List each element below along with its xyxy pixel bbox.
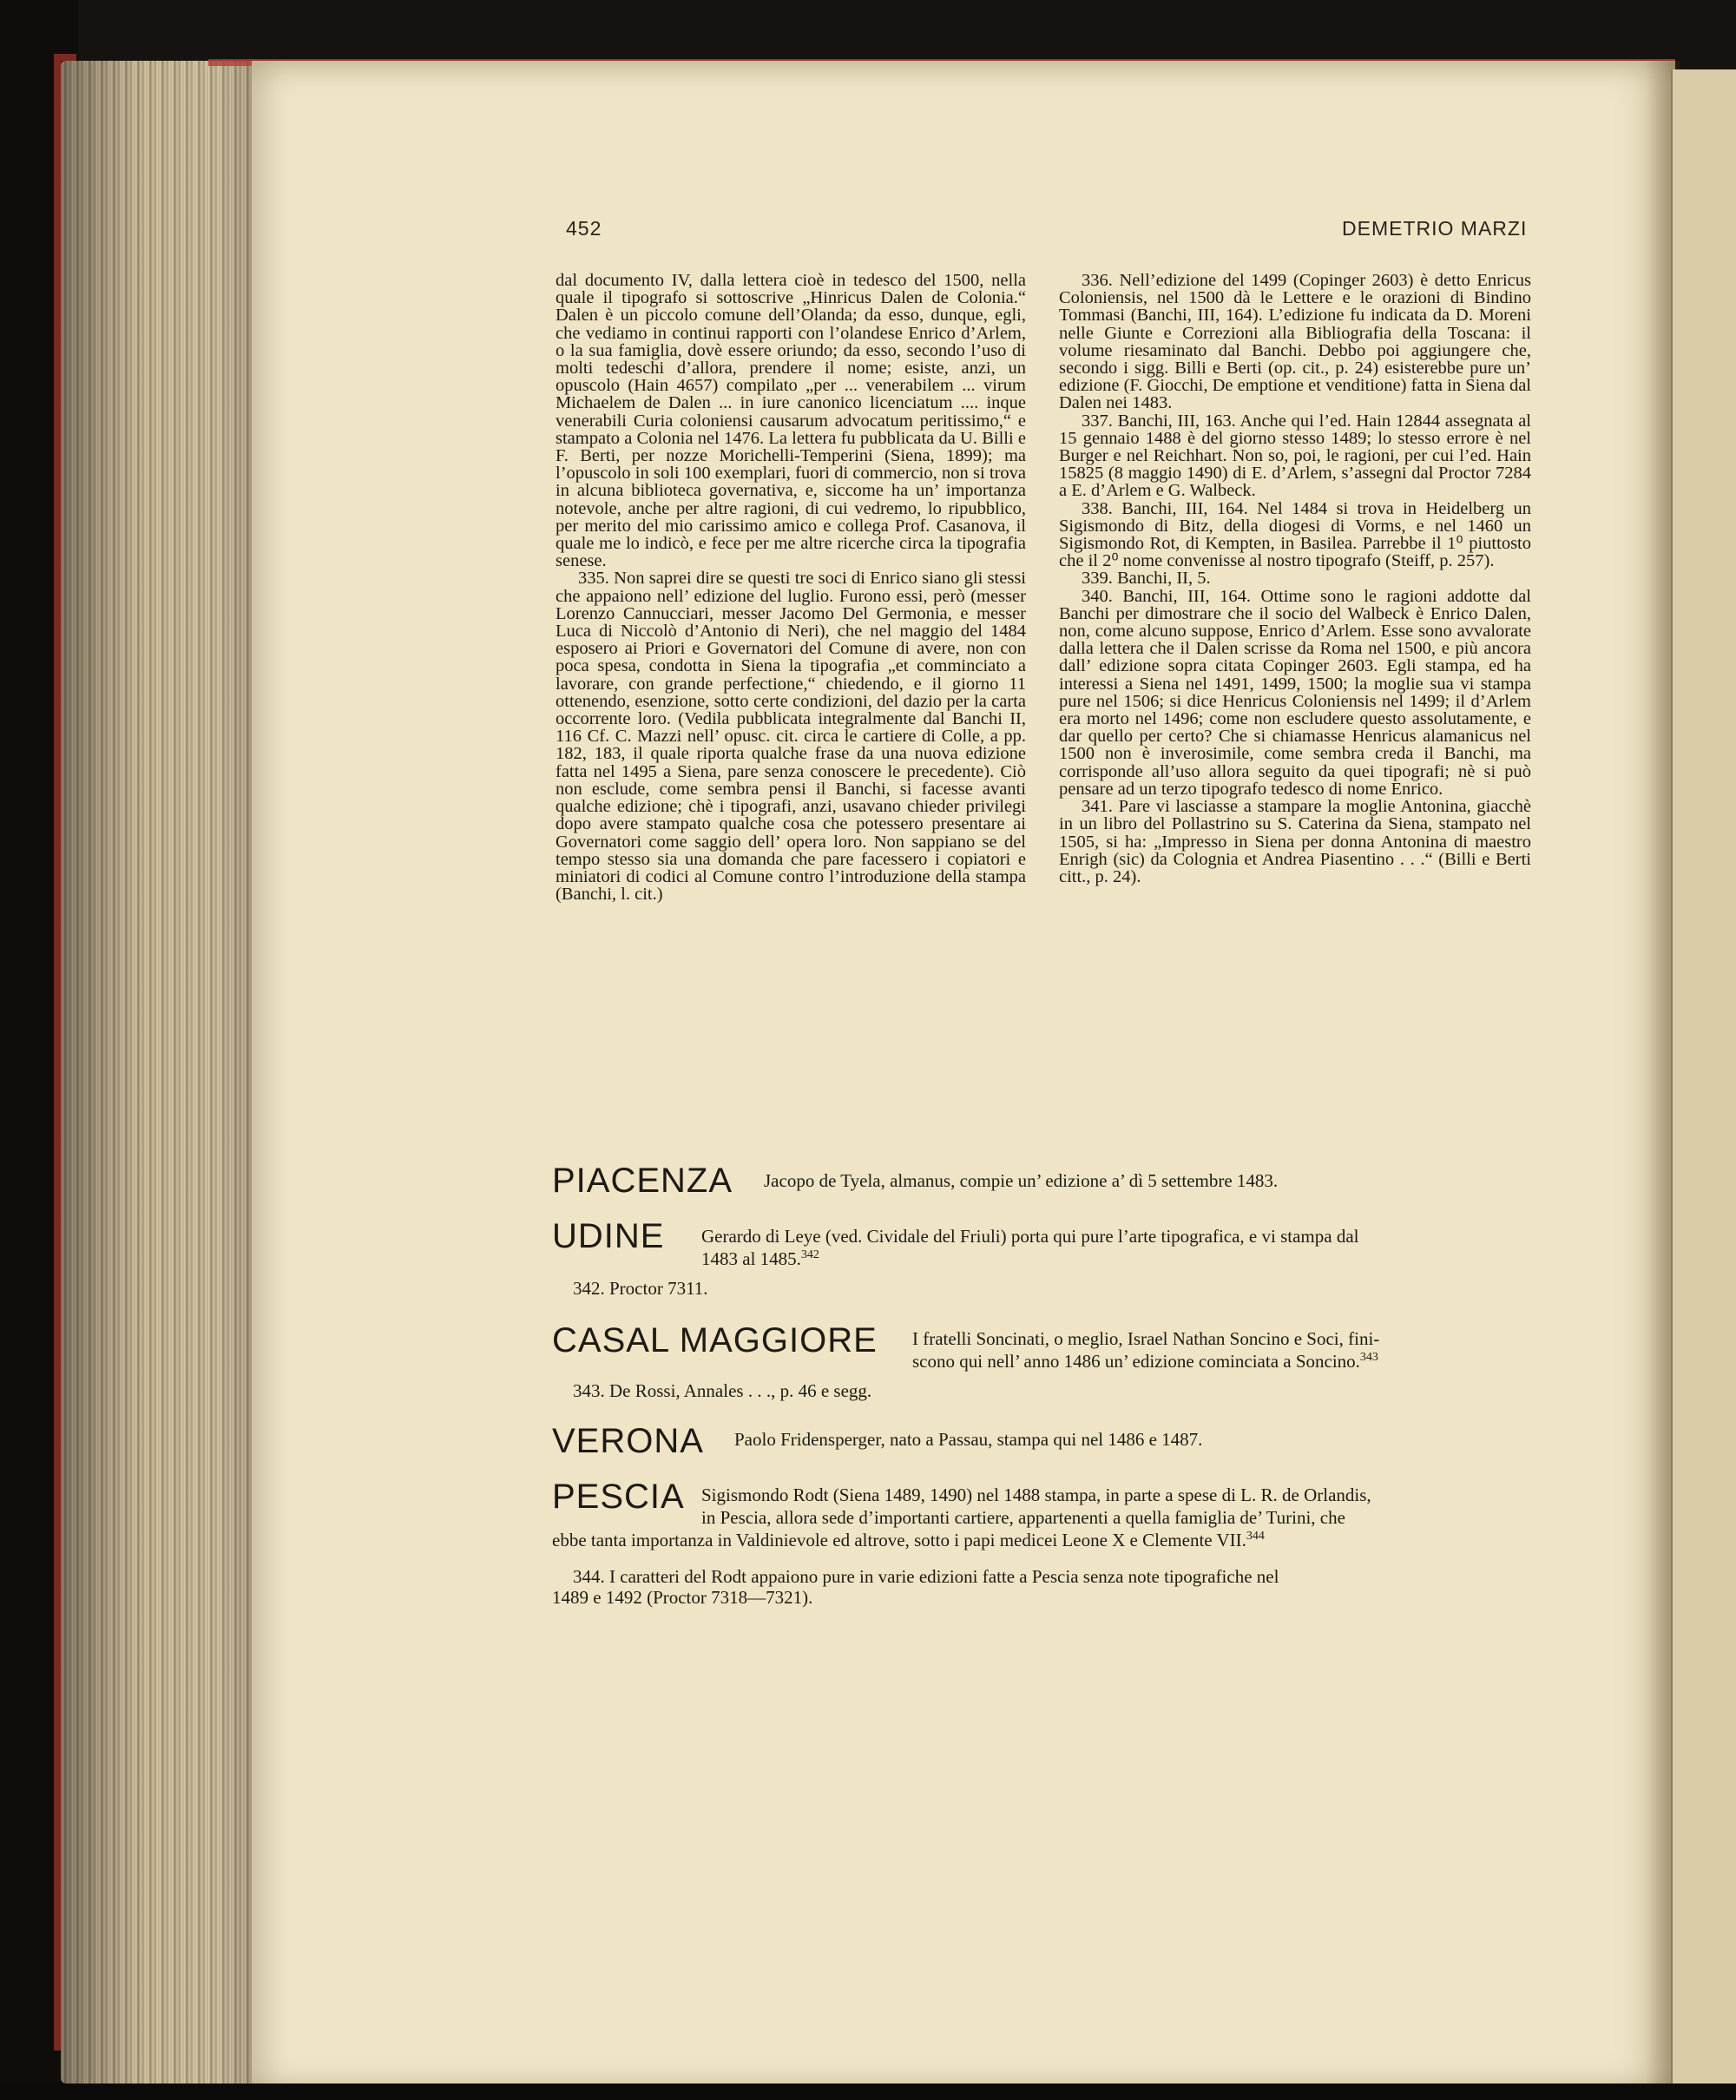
footnote-340: 340. Banchi, III, 164. Ottime sono le ragioni addotte dal Banchi per dimostrare che il socio del Walbeck è Enrico Dalen, non, come alcuno suppose, Enrico d’Arlem. Esse sono avvalorate dalla lettera che il Dalen scrisse da Roma nel 1500, e più ancora dall’ edizione sopra citata Copinger 2603. Egli stampa, ed ha interessi a Siena nel 1491, 1499, 1500; la moglie sua vi stampa pure nel 1506; si dice Henricus Coloniensis nel 1499; il d’Arlem era morto nel 1496; come non escludere questo assolutamente, e dar quello per certo? Che si chiamasse Henricus alamanicus nel 1500 non è inverosimile, come sembra creda il Banchi, ma corrisponde all’uso allora seguito da quei tipografi; nè si può pensare ad un terzo tipografo tedesco di nome Enrico. bbox=[1059, 586, 1531, 799]
entry-text: Jacopo de Tyela, almanus, compie un’ edizione a’ dì 5 settembre 1483. bbox=[764, 1170, 1279, 1191]
entry-text-line: I fratelli Soncinati, o meglio, Israel Nathan Soncino e Soci, fini- bbox=[912, 1328, 1380, 1349]
footnote-339: 339. Banchi, II, 5. bbox=[1082, 569, 1211, 589]
entry-udine bbox=[552, 1219, 1524, 1306]
running-head-author: DEMETRIO MARZI bbox=[1342, 217, 1528, 240]
footnote-335: 335. Non saprei dire se questi tre soci di Enrico siano gli stessi che appaiono nell’ edizione del luglio. Furono essi, però (messer Lorenzo Cannucciari, messer Jacomo Del Germonia, e messer Luca di Niccolò d’Antonio di Neri), che nel maggio del 1484 esposero ai Priori e Governatori del Comune di avere, non con poca spesa, condotta in Siena la tipografia „et comminciato a lavorare, con grande perfectione,“ chiedendo, e il giorno 11 ottenendo, esenzione, sotto certe condizioni, del dazio per la carta occorrente loro. (Vedila pubblicata integralmente dal Banchi II, 116 Cf. C. Mazzi nell’ opusc. cit. circa le cartiere di Colle, a pp. 182, 183, il quale riporta qualche frase da una nuova edizione fatta nel 1495 a Siena, pare senza conoscere le precedente). Ciò non esclude, come sembra pensi il Banchi, si facesse avanti qualche edizione; chè i tipografi, anzi, usavano chieder privilegi dopo avere stampato qualche cosa che potessero presentare ai Governatori come saggio dell’ opera loro. Non sappiano se del tempo stesso sia una domanda che pare facessero i copiatori e miniatori di codici al Comune contro l’introduzione della stampa (Banchi, l. cit.) bbox=[556, 569, 1026, 905]
footnote-ref: 344 bbox=[1246, 1530, 1265, 1543]
entry-text-line: Gerardo di Leye (ved. Cividale del Friuli) porta qui pure l’arte tipografica, e vi stampa dal bbox=[701, 1226, 1359, 1247]
city-heading: PIACENZA bbox=[552, 1162, 733, 1200]
footnote-337: 337. Banchi, III, 163. Anche qui l’ed. Hain 12844 assegnata al 15 gennaio 1488 è del giorno stesso 1489; lo stesso errore è nel Burger e nel Reichhart. Non so, poi, le ragioni, per cui l’ed. Hain 15825 (8 maggio 1490) di E. d’Arlem, s’assegni dal Proctor 7284 a E. d’Arlem e G. Walbeck. bbox=[1059, 411, 1531, 501]
footnote-344-cont: 1489 e 1492 (Proctor 7318—7321). bbox=[552, 1587, 813, 1608]
city-heading: VERONA bbox=[552, 1422, 704, 1460]
entry-text-line bbox=[701, 1248, 819, 1269]
entry-text-end: scono qui nell’ anno 1486 un’ edizione cominciata a Soncino. bbox=[912, 1351, 1360, 1372]
footnote-336: 336. Nell’edizione del 1499 (Copinger 2603) è detto Enricus Coloniensis, nel 1500 dà le Lettere e le orazioni di Bindino Tommasi (Banchi, III, 164). L’edizione fu indicata da D. Moreni nelle Giunte e Correzioni alla Bibliografia della Toscana: il volume riesaminato dal Banchi. Debbo poi aggiungere che, secondo i sigg. Billi e Berti (op. cit., p. 24) esisterebbe pure un’ edizione (F. Giocchi, De emptione et venditione) fatta in Siena dal Dalen nei 1483. bbox=[1059, 271, 1531, 413]
city-heading: PESCIA bbox=[552, 1478, 685, 1516]
city-heading: UDINE bbox=[552, 1217, 665, 1255]
entry-text-line: in Pescia, allora sede d’importanti cartiere, appartenenti a quella famiglia de’ Turini, che bbox=[701, 1507, 1345, 1528]
left-column bbox=[556, 272, 1026, 903]
entry-verona bbox=[552, 1424, 1524, 1467]
footnote-338: 338. Banchi, III, 164. Nel 1484 si trova in Heidelberg un Sigismondo di Bitz, della diogesi di Vorms, e nel 1460 un Sigismondo Rot, di Kempten, in Basilea. Parrebbe il 1⁰ piuttosto che il 2⁰ nome convenisse al nostro tipografo (Steiff, p. 257). bbox=[1059, 498, 1531, 571]
bottom-shadow bbox=[0, 2084, 1736, 2100]
entry-piacenza bbox=[552, 1163, 1524, 1207]
footnote-343: 343. De Rossi, Annales . . ., p. 46 e segg. bbox=[573, 1380, 872, 1401]
entry-casal-maggiore bbox=[552, 1323, 1524, 1410]
entry-text-line: Sigismondo Rodt (Siena 1489, 1490) nel 1488 stampa, in parte a spese di L. R. de Orlandis, bbox=[701, 1484, 1371, 1505]
footnote-342: 342. Proctor 7311. bbox=[573, 1278, 708, 1299]
footnote-344: 344. I caratteri del Rodt appaiono pure in varie edizioni fatte a Pescia senza note tipografiche nel bbox=[573, 1566, 1279, 1587]
entry-text-line bbox=[552, 1530, 1265, 1550]
footnote-paragraph: dal documento IV, dalla lettera cioè in tedesco del 1500, nella quale il tipografo si sottoscrive „Hinricus Dalen de Colonia.“ Dalen è un piccolo comune dell’Olanda; da esso, dunque, egli, che vediamo in continui rapporti con l’olandese Enrico d’Arlem, o la sua famiglia, dovè essere oriundo; da esso, secondo l’uso di molti tedeschi d’allora, prendere il nome; esiste, anzi, un opuscolo (Hain 4657) compilato „per ... venerabilem ... virum Michaelem de Dalen ... in iure canonico licenciatum .... inque venerabili Curia coloniensi causarum advocatum peritissimo,“ e stampato a Colonia nel 1476. La lettera fu pubblicata da U. Billi e F. Berti, per nozze Morichelli-Temperini (Siena, 1899); ma l’opuscolo in soli 100 exemplari, fuori di commercio, non si trova in alcuna biblioteca governativa, e, siccome ha un’ importanza notevole, anche per altre ragioni, di cui vedremo, lo ripubblico, per merito del mio carissimo amico e collega Prof. Casanova, il quale me lo indicò, e fece per me altre ricerche circa la tipografia senese. bbox=[556, 271, 1026, 571]
city-heading: CASAL MAGGIORE bbox=[552, 1321, 878, 1359]
entry-text-end: 1483 al 1485. bbox=[701, 1248, 801, 1269]
footnote-341: 341. Pare vi lasciasse a stampare la moglie Antonina, giacchè in un libro del Pollastrino su S. Caterina da Siena, stampato nel 1505, si ha: „Impresso in Siena per donna Antonina di maestro Enrigh (sic) da Colognia et Andrea Piasentino . . .“ (Billi e Berti citt., p. 24). bbox=[1059, 797, 1531, 886]
facing-page bbox=[1671, 69, 1736, 2084]
entry-text-end: ebbe tanta importanza in Valdinievole ed altrove, sotto i papi medicei Leone X e Clemente VII. bbox=[552, 1530, 1246, 1550]
right-column bbox=[1059, 272, 1531, 885]
entry-pescia bbox=[552, 1479, 1524, 1610]
entry-text: Paolo Fridensperger, nato a Passau, stampa qui nel 1486 e 1487. bbox=[734, 1429, 1203, 1450]
footnote-ref: 342 bbox=[800, 1248, 819, 1261]
page-number: 452 bbox=[566, 217, 602, 240]
entry-text-line bbox=[912, 1351, 1378, 1372]
footnote-ref: 343 bbox=[1359, 1351, 1378, 1364]
page-edges-shade bbox=[61, 61, 256, 2084]
